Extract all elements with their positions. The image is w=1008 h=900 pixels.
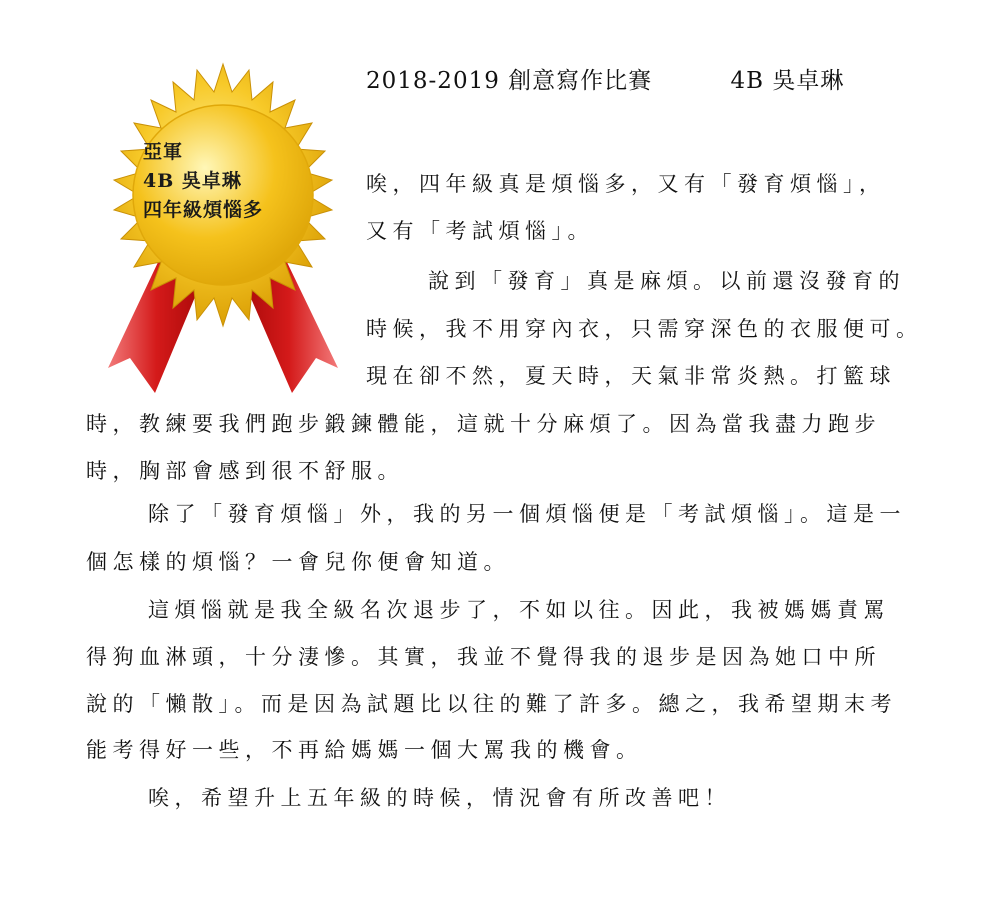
essay-line: 說到「發育」真是麻煩。以前還沒發育的 <box>428 269 905 293</box>
essay-line: 時候，我不用穿內衣，只需穿深色的衣服便可。 <box>366 317 923 341</box>
essay-line: 唉，希望升上五年級的時候，情況會有所改善吧！ <box>148 786 731 810</box>
award-rank: 亞軍 <box>143 141 184 163</box>
essay-line: 時，胸部會感到很不舒服。 <box>86 459 404 483</box>
award-essay-title: 四年級煩惱多 <box>143 199 264 221</box>
essay-line: 現在卻不然，夏天時，天氣非常炎熱。打籃球 <box>366 364 896 388</box>
essay-line: 說的「懶散」。而是因為試題比以往的難了許多。總之，我希望期末考 <box>86 692 897 716</box>
award-student: 4B 吳卓琳 <box>143 170 242 192</box>
essay-line: 這煩惱就是我全級名次退步了，不如以往。因此，我被媽媽責罵 <box>148 598 890 622</box>
essay-line: 得狗血淋頭，十分淒慘。其實，我並不覺得我的退步是因為她口中所 <box>86 645 881 669</box>
document-header <box>366 62 844 95</box>
essay-line: 又有「考試煩惱」。 <box>366 219 594 243</box>
essay-line: 唉，四年級真是煩惱多，又有「發育煩惱」， <box>366 172 886 196</box>
essay-line: 個怎樣的煩惱？一會兒你便會知道。 <box>86 550 510 574</box>
award-medal-icon <box>80 58 370 408</box>
medal-label <box>143 138 263 225</box>
essay-line: 能考得好一些，不再給媽媽一個大罵我的機會。 <box>86 738 643 762</box>
author-name: 4B 吳卓琳 <box>730 68 845 94</box>
essay-line: 除了「發育煩惱」外，我的另一個煩惱便是「考試煩惱」。這是一 <box>148 502 906 526</box>
competition-title: 2018-2019 創意寫作比賽 <box>366 68 653 94</box>
essay-line: 時，教練要我們跑步鍛鍊體能，這就十分麻煩了。因為當我盡力跑步 <box>86 412 881 436</box>
